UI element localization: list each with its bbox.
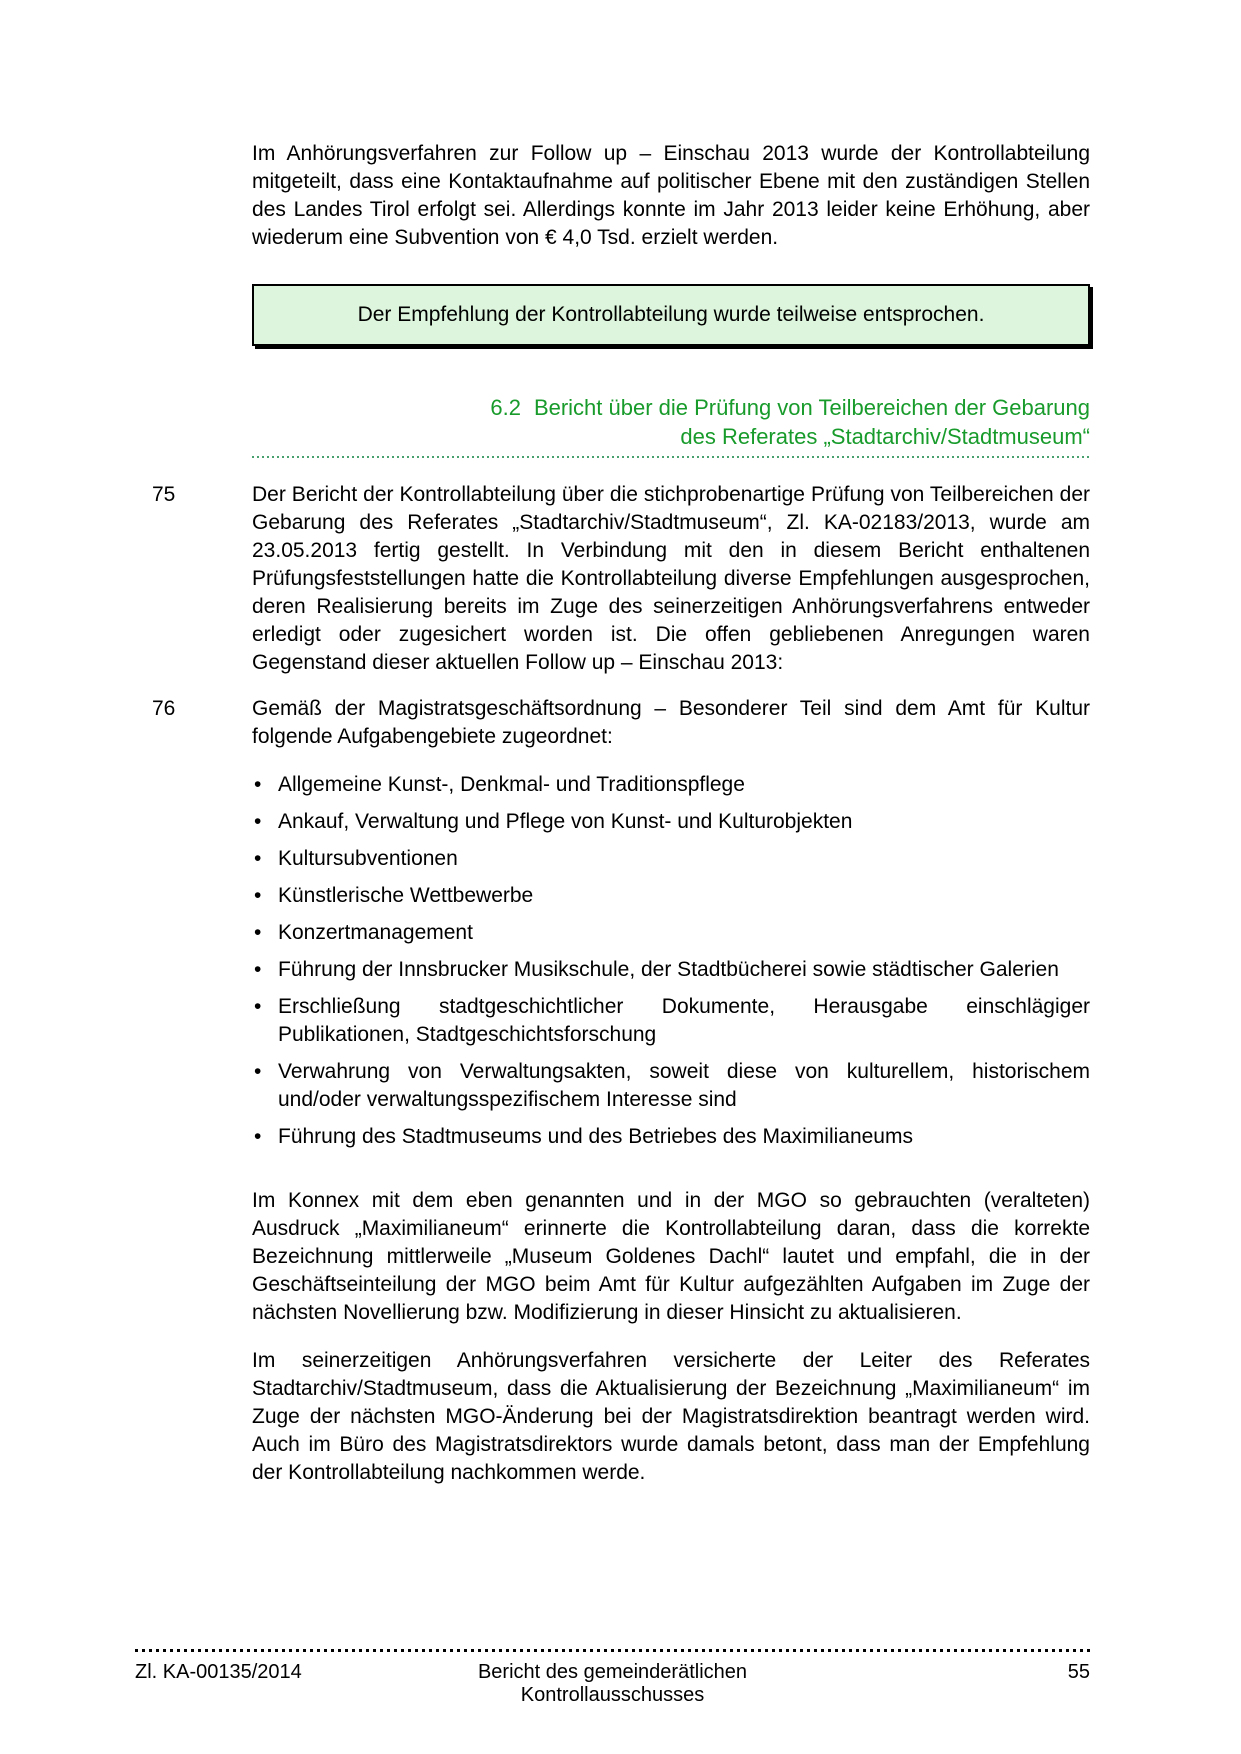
list-item bbox=[252, 919, 1090, 947]
paragraph-75 bbox=[151, 481, 1090, 677]
paragraph-number: 76 bbox=[152, 697, 176, 720]
list-item bbox=[252, 882, 1090, 910]
footer-page-number: 55 bbox=[1067, 1661, 1090, 1683]
section-heading bbox=[252, 393, 1090, 451]
footer-row bbox=[135, 1661, 1090, 1707]
footer-reference-number: Zl. KA-00135/2014 bbox=[135, 1661, 302, 1683]
section-title-line2: des Referates „Stadtarchiv/Stadtmuseum“ bbox=[680, 424, 1090, 449]
footer-divider-dotted bbox=[135, 1649, 1090, 1652]
bullet-icon: • bbox=[254, 921, 262, 944]
content-area bbox=[151, 140, 1090, 1487]
footer-document-title: Bericht des gemeinderätlichen Kontrollausschusses bbox=[477, 1661, 748, 1706]
bullet-icon: • bbox=[254, 958, 262, 981]
list-item-text: Allgemeine Kunst-, Denkmal- und Traditionspflege bbox=[278, 773, 745, 796]
intro-paragraph: Im Anhörungsverfahren zur Follow up – Einschau 2013 wurde der Kontrollabteilung mitgeteilt, dass eine Kontaktaufnahme auf politischer Ebene mit den zuständigen Stellen des Landes Tirol erfolgt sei. Allerdings konnte im Jahr 2013 leider keine Erhöhung, aber wiederum eine Subvention von € 4,0 Tsd. erzielt werden. bbox=[252, 142, 1090, 249]
list-item-text: Erschließung stadtgeschichtlicher Dokumente, Herausgabe einschlägiger Publikationen, Stadtgeschichtsforschung bbox=[278, 995, 1090, 1046]
list-item-text: Ankauf, Verwaltung und Pflege von Kunst- und Kulturobjekten bbox=[278, 810, 853, 833]
list-item bbox=[252, 845, 1090, 873]
list-item-text: Führung des Stadtmuseums und des Betriebes des Maximilianeums bbox=[278, 1125, 913, 1148]
list-item-text: Künstlerische Wettbewerbe bbox=[278, 884, 534, 907]
konnex-paragraph: Im Konnex mit dem eben genannten und in der MGO so gebrauchten (veralteten) Ausdruck „Maximilianeum“ erinnerte die Kontrollabteilung daran, dass die korrekte Bezeichnung mittlerweile „Museum Goldenes Dachl“ lautet und empfahl, die in der Geschäftseinteilung der MGO beim Amt für Kultur aufgezählten Aufgaben im Zuge der nächsten Novellierung bzw. Modifizierung in dieser Hinsicht zu aktualisieren. bbox=[252, 1189, 1090, 1324]
bullet-icon: • bbox=[254, 1060, 262, 1083]
list-item bbox=[252, 1058, 1090, 1114]
list-item bbox=[252, 956, 1090, 984]
list-item bbox=[252, 1123, 1090, 1151]
section-heading-line1 bbox=[252, 393, 1090, 422]
section-number: 6.2 bbox=[490, 395, 521, 420]
list-item bbox=[252, 771, 1090, 799]
page-footer bbox=[135, 1649, 1090, 1707]
list-item-text: Verwahrung von Verwaltungsakten, soweit diese von kulturellem, historischem und/oder verwaltungsspezifischem Interesse sind bbox=[278, 1060, 1090, 1111]
list-item-text: Kultursubventionen bbox=[278, 847, 458, 870]
paragraph-76 bbox=[151, 695, 1090, 751]
list-item-text: Konzertmanagement bbox=[278, 921, 473, 944]
section-divider-dotted bbox=[252, 456, 1090, 458]
paragraph-text: Gemäß der Magistratsgeschäftsordnung – Besonderer Teil sind dem Amt für Kultur folgende Aufgabengebiete zugeordnet: bbox=[252, 697, 1090, 748]
bullet-icon: • bbox=[254, 1125, 262, 1148]
section-title-line1: Bericht über die Prüfung von Teilbereichen der Gebarung bbox=[533, 395, 1090, 420]
anhoerungsverfahren-paragraph: Im seinerzeitigen Anhörungsverfahren versicherte der Leiter des Referates Stadtarchiv/Stadtmuseum, dass die Aktualisierung der Bezeichnung „Maximilianeum“ im Zuge der nächsten MGO-Änderung bei der Magistratsdirektion beantragt werden wird. Auch im Büro des Magistratsdirektors wurde damals betont, dass man der Empfehlung der Kontrollabteilung nachkommen werde. bbox=[252, 1349, 1090, 1484]
bullet-icon: • bbox=[254, 810, 262, 833]
task-bullet-list bbox=[252, 771, 1090, 1151]
paragraph-text: Der Bericht der Kontrollabteilung über die stichprobenartige Prüfung von Teilbereichen der Gebarung des Referates „Stadtarchiv/Stadtmuseum“, Zl. KA-02183/2013, wurde am 23.05.2013 fertig gestellt. In Verbindung mit den in diesem Bericht enthaltenen Prüfungsfeststellungen hatte die Kontrollabteilung diverse Empfehlungen ausgesprochen, deren Realisierung bereits im Zuge des seinerzeitigen Anhörungsverfahrens entweder erledigt oder zugesichert worden ist. Die offen gebliebenen Anregungen waren Gegenstand dieser aktuellen Follow up – Einschau 2013: bbox=[252, 483, 1090, 674]
bullet-icon: • bbox=[254, 884, 262, 907]
recommendation-text: Der Empfehlung der Kontrollabteilung wurde teilweise entsprochen. bbox=[357, 303, 985, 326]
bullet-icon: • bbox=[254, 847, 262, 870]
list-item bbox=[252, 808, 1090, 836]
list-item bbox=[252, 993, 1090, 1049]
paragraph-number: 75 bbox=[152, 483, 176, 506]
list-item-text: Führung der Innsbrucker Musikschule, der Stadtbücherei sowie städtischer Galerien bbox=[278, 958, 1059, 981]
bullet-icon: • bbox=[254, 995, 262, 1018]
bullet-icon: • bbox=[254, 773, 262, 796]
recommendation-box bbox=[252, 284, 1090, 346]
